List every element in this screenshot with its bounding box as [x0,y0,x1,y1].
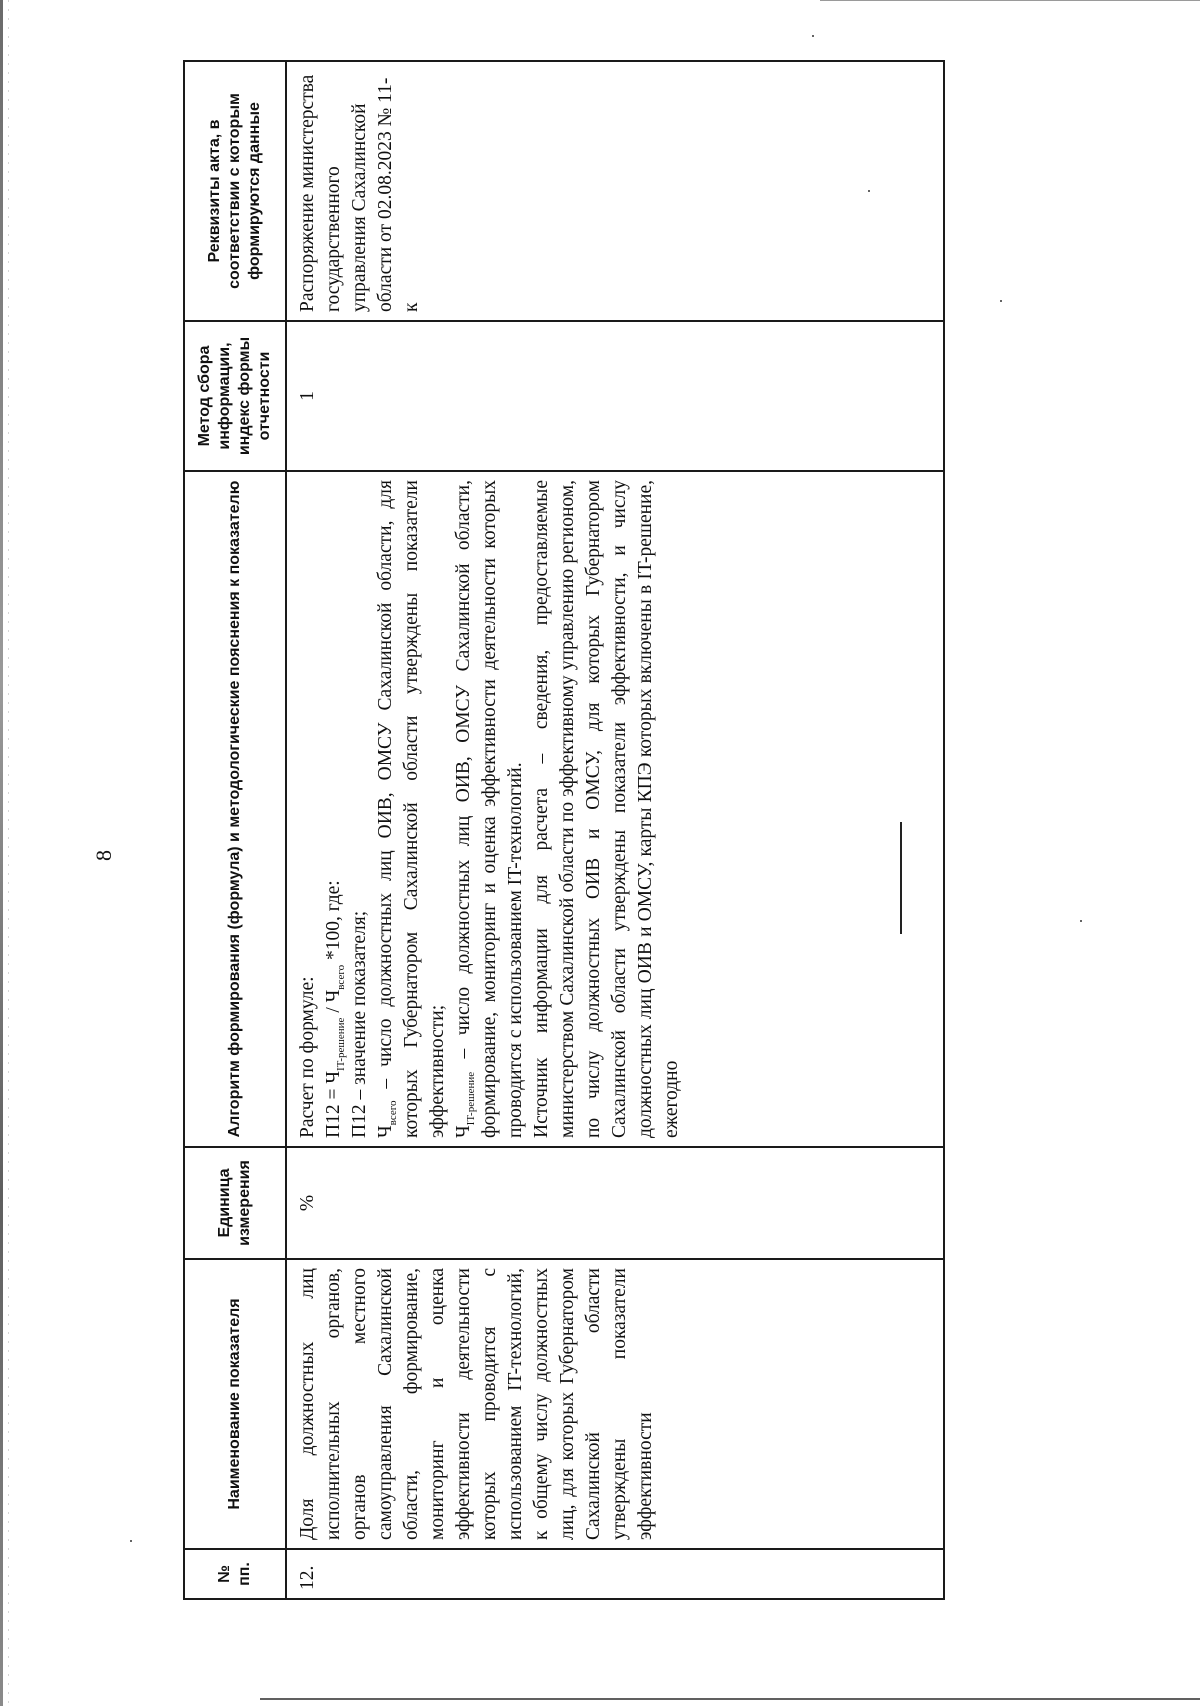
formula-subscript-total: всего [334,964,347,990]
indicator-table [183,60,945,1600]
cell-unit: % [286,1147,944,1259]
algorithm-definition-it [451,480,529,1138]
formula-subscript-it: IT-решение [334,1017,347,1071]
formula-part-c: *100, где: [323,880,344,965]
algorithm-source: Источник информации для расчета – сведения, предоставляемые министерством Сахалинской области по эффективному управлению регионом, по числу должностных ОИВ и ОМСУ, для которых Губернатором Сахалинской области утверждены показатели эффективности, и числу должностных лиц ОИВ и ОМСУ, карты КПЭ которых включены в IT-решение, ежегодно [531,480,682,1138]
symbol-subscript-total: всего [386,1100,399,1126]
header-algorithm: Алгоритм формирования (формула) и методологические пояснения к показателю [184,471,286,1147]
symbol-ch: Ч [453,1125,474,1138]
header-legal: Реквизиты акта, в соответствии с которым формируются данные [184,61,286,321]
cell-method: 1 [286,321,944,471]
formula-part-a: П12 = Ч [323,1070,344,1138]
header-name: Наименование показателя [184,1259,286,1549]
algorithm-formula [321,480,347,1138]
page-number: 8 [91,850,116,861]
header-num: № пп. [184,1549,286,1599]
algorithm-definition-total [373,480,451,1138]
algorithm-intro: Расчет по формуле: [297,976,318,1138]
symbol-ch: Ч [375,1125,396,1138]
table-header-row [184,61,286,1599]
symbol-subscript-it: IT-решение [464,1071,477,1126]
horizontal-rule [900,822,902,934]
header-unit: Единица измерения [184,1147,286,1259]
formula-part-b: / Ч [323,989,344,1018]
cell-indicator-name: Доля должностных лиц исполнительных органов, органов местного самоуправления Сахалинской области, формирование, мониторинг и оценка эффективности деятельности которых проводится с использованием IT-технологий, к общему числу должностных лиц, для которых Губернатором Сахалинской области утверждены показатели эффективности [286,1259,944,1549]
cell-legal-act: Распоряжение министерства государственного управления Сахалинской области от 02.08.2023 № 11-к [286,61,944,321]
cell-num: 12. [286,1549,944,1599]
cell-algorithm [286,471,944,1147]
header-method: Метод сбора информации, индекс формы отчетности [184,321,286,471]
definition-total-text: – число должностных лиц ОИВ, ОМСУ Сахалинской области, для которых Губернатором Сахалинской области утверждены показатели эффективности; [375,480,448,1138]
algorithm-definition-p12: П12 – значение показателя; [349,910,370,1138]
table-row [286,61,944,1599]
definition-it-text: – число должностных лиц ОИВ, ОМСУ Сахалинской области, формирование, мониторинг и оценка эффективности деятельности которых проводится с использованием IT-технологий. [453,480,526,1138]
